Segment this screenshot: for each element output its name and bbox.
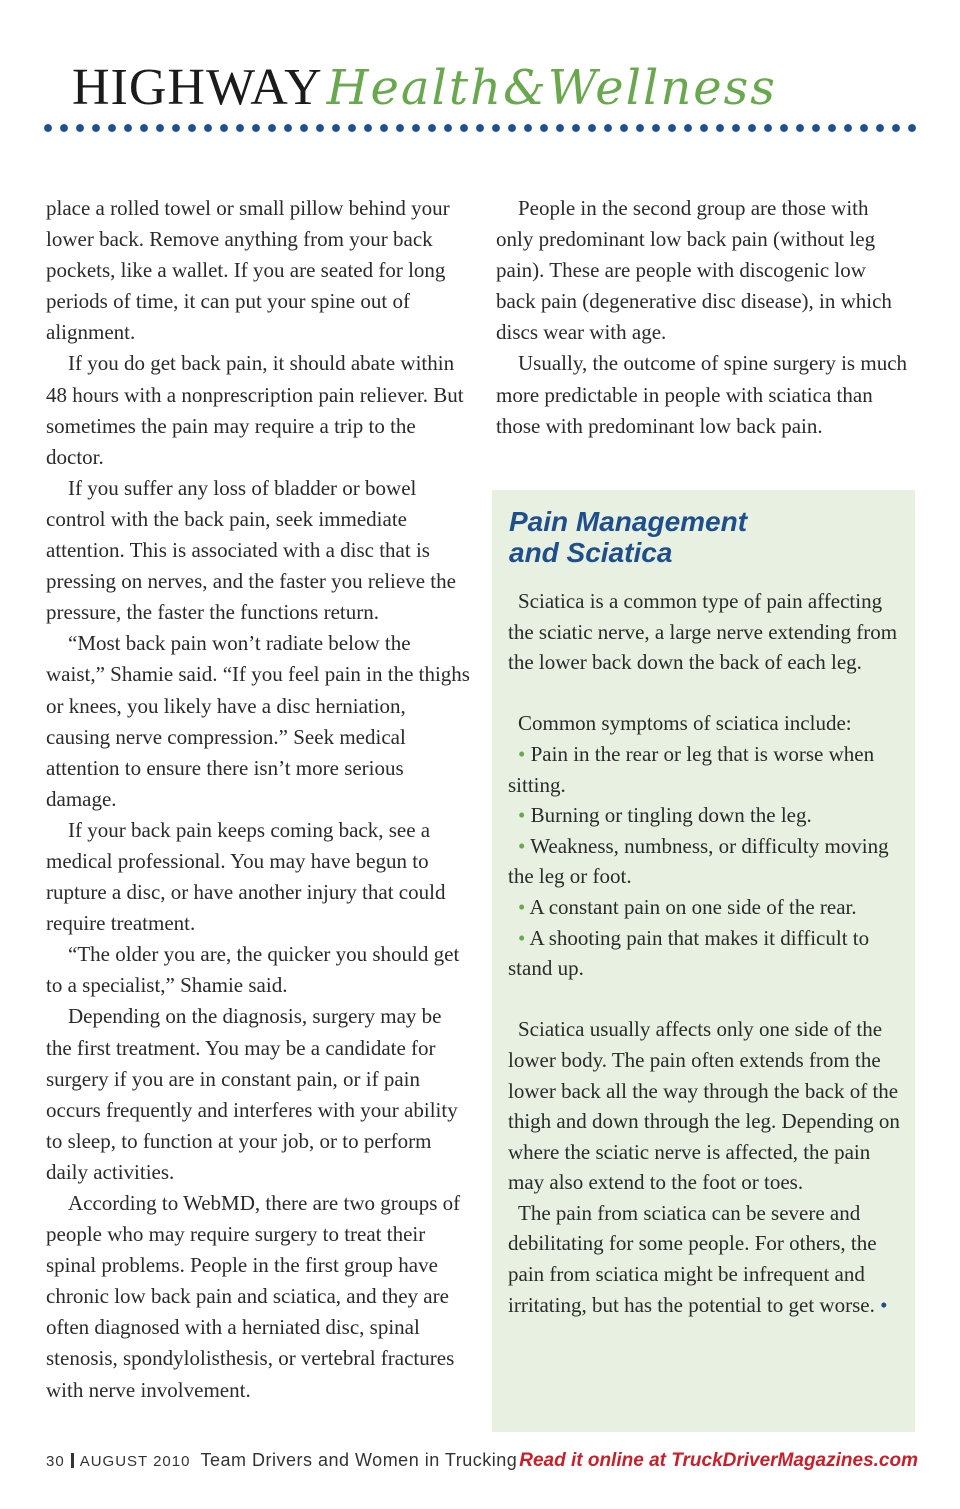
page-number: 30: [46, 1453, 65, 1470]
left-column: [46, 193, 470, 1406]
dotted-divider: [40, 122, 920, 134]
sidebar-paragraph: Sciatica usually affects only one side of the lower body. The pain often extends from the lower back all the way through the back of the thigh and down through the leg. Depending on where the sciatic nerve is affected, the pain may also extend to the foot or toes.: [508, 1017, 900, 1195]
article-paragraph: If your back pain keeps coming back, see a medical professional. You may have begun to rupture a disc, or have another injury that could require treatment.: [46, 817, 446, 936]
article-paragraph: “The older you are, the quicker you should get to a specialist,” Shamie said.: [46, 942, 460, 998]
bullet-icon: •: [518, 925, 526, 950]
masthead-health-wellness: Health&Wellness: [326, 60, 777, 116]
article-paragraph: If you suffer any loss of bladder or bowel control with the back pain, seek immediate attention. This is associated with a disc that is pressing on nerves, and the faster you relieve the pressure, the faster the functions return.: [46, 475, 456, 625]
read-online-link[interactable]: Read it online at TruckDriverMagazines.com: [519, 1450, 918, 1471]
symptom-text: Weakness, numbness, or difficulty moving the leg or foot.: [508, 833, 889, 889]
symptom-text: Burning or tingling down the leg.: [530, 803, 812, 828]
page-footer: [46, 1450, 918, 1476]
article-paragraph: “Most back pain won’t radiate below the waist,” Shamie said. “If you feel pain in the thighs or knees, you likely have a disc herniation, causing nerve compression.” Seek medical attention to ensure there isn’t more serious damage.: [46, 631, 470, 811]
article-paragraph: Usually, the outcome of spine surgery is much more predictable in people with sciatica than those with predominant low back pain.: [496, 351, 908, 438]
sidebar-paragraph-text: The pain from sciatica can be severe and debilitating for some people. For others, the pain from sciatica might be infrequent and irritating, but has the potential to get worse.: [508, 1200, 877, 1317]
symptom-item: [508, 739, 903, 800]
article-paragraph: According to WebMD, there are two groups of people who may require surgery to treat their spinal problems. People in the first group have chronic low back pain and sciatica, and they are often diagnosed with a herniated disc, spinal stenosis, spondylolisthesis, or vertebral fractures with nerve involvement.: [46, 1191, 461, 1402]
right-column: [496, 193, 910, 442]
symptom-item: [508, 800, 903, 831]
sidebar-intro: Sciatica is a common type of pain affecting the sciatic nerve, a large nerve extending from the lower back down the back of each leg.: [508, 589, 898, 675]
bullet-icon: •: [518, 894, 526, 919]
article-paragraph: Depending on the diagnosis, surgery may be the first treatment. You may be a candidate for surgery if you are in constant pain, or if pain occurs frequently and interferes with your ability to sleep, to function at your job, or to perform daily activities.: [46, 1004, 458, 1184]
symptom-item: [508, 923, 903, 984]
sidebar-box: [492, 490, 915, 1432]
footer-separator: [71, 1453, 74, 1468]
issue-date: AUGUST 2010: [79, 1453, 191, 1470]
article-paragraph: place a rolled towel or small pillow behind your lower back. Remove anything from your back pockets, like a wallet. If you are seated for long periods of time, it can put your spine out of alignment.: [46, 196, 450, 345]
masthead-highway: HIGHWAY: [72, 59, 323, 116]
symptom-item: [508, 892, 903, 923]
symptom-text: Pain in the rear or leg that is worse when sitting.: [508, 741, 875, 797]
bullet-icon: •: [518, 803, 526, 828]
article-paragraph: If you do get back pain, it should abate within 48 hours with a nonprescription pain reliever. But sometimes the pain may require a trip to the doctor.: [46, 351, 464, 469]
sidebar-paragraph: [508, 1198, 903, 1320]
symptom-item: [508, 831, 903, 892]
publication-name: Team Drivers and Women in Trucking: [200, 1450, 518, 1470]
masthead: [72, 58, 777, 122]
bullet-icon: •: [518, 833, 526, 858]
symptom-text: A constant pain on one side of the rear.: [529, 894, 857, 919]
end-mark-icon: •: [880, 1292, 888, 1317]
bullet-icon: •: [518, 741, 526, 766]
article-paragraph: People in the second group are those with only predominant low back pain (without leg pain). These are people with discogenic low back pain (degenerative disc disease), in which discs wear with age.: [496, 196, 892, 345]
sidebar-title: [509, 506, 889, 568]
symptom-text: A shooting pain that makes it difficult to stand up.: [508, 925, 870, 981]
sidebar-title-line: Pain Management: [509, 506, 748, 537]
sidebar-title-line: and Sciatica: [509, 537, 673, 568]
symptoms-heading: Common symptoms of sciatica include:: [518, 711, 852, 736]
sidebar-body: [508, 586, 903, 1320]
